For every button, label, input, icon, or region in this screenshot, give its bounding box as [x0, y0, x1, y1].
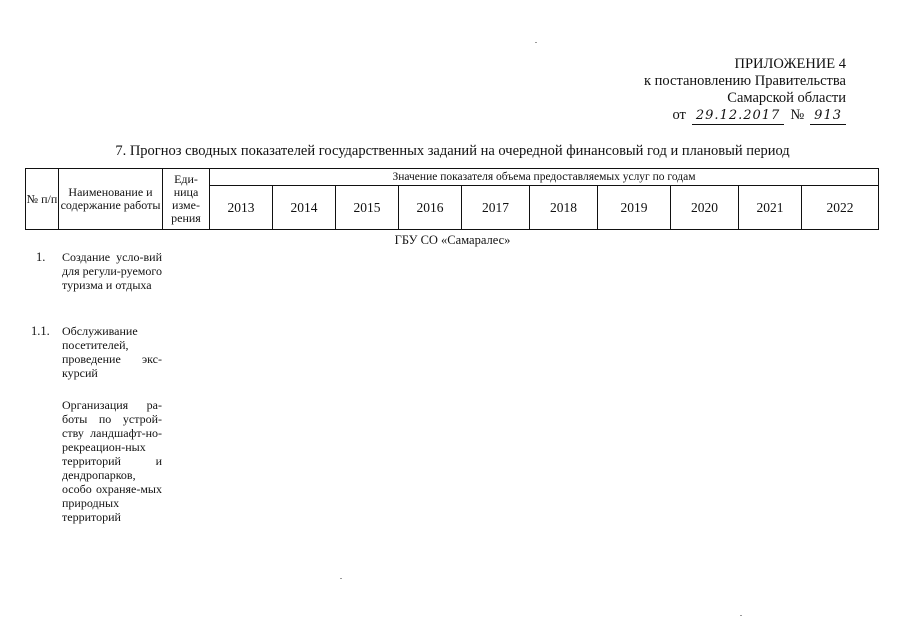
header-num: № п/п	[26, 169, 59, 230]
year-cell: 2015	[336, 186, 399, 230]
row-number: 1.	[36, 250, 46, 264]
scan-speck	[740, 615, 742, 616]
year-cell: 2022	[802, 186, 879, 230]
year-cell: 2017	[462, 186, 530, 230]
scan-speck	[340, 578, 342, 579]
scan-speck	[535, 42, 537, 43]
row-text: Создание усло-вий для регули-руемого туризма и отдыха	[62, 250, 162, 292]
year-cell: 2016	[399, 186, 462, 230]
year-cell: 2019	[598, 186, 671, 230]
appendix-date-line	[540, 107, 846, 125]
year-cell: 2018	[530, 186, 598, 230]
year-cell: 2013	[210, 186, 273, 230]
handwritten-number: 913	[810, 107, 846, 125]
appendix-header	[540, 56, 846, 125]
appendix-title: ПРИЛОЖЕНИЕ 4	[734, 56, 846, 72]
row-text: Обслуживание посетителей, проведение экс-курсий	[62, 324, 162, 380]
header-unit: Еди-ница изме-рения	[163, 169, 210, 230]
organization-name: ГБУ СО «Самаралес»	[394, 233, 511, 247]
indicators-table	[25, 168, 879, 230]
header-name: Наименование и содержание работы	[59, 169, 163, 230]
row-text: Организация ра-боты по устрой-ству ландшафт-но-рекреацион-ных территорий и дендропарков, особо охраняе-мых природных территорий	[62, 398, 162, 524]
row-number: 1.1.	[31, 324, 50, 338]
appendix-line-1: к постановлению Правительства	[644, 73, 846, 89]
document-title: 7. Прогноз сводных показателей государственных заданий на очередной финансовый год и плановый период	[115, 143, 790, 159]
handwritten-date: 29.12.2017	[692, 107, 784, 125]
number-label: №	[790, 107, 805, 123]
from-label: от	[672, 107, 686, 123]
year-cell: 2021	[739, 186, 802, 230]
year-cell: 2020	[671, 186, 739, 230]
appendix-line-2: Самарской области	[727, 90, 846, 106]
header-values: Значение показателя объема предоставляемых услуг по годам	[210, 169, 879, 186]
year-cell: 2014	[273, 186, 336, 230]
